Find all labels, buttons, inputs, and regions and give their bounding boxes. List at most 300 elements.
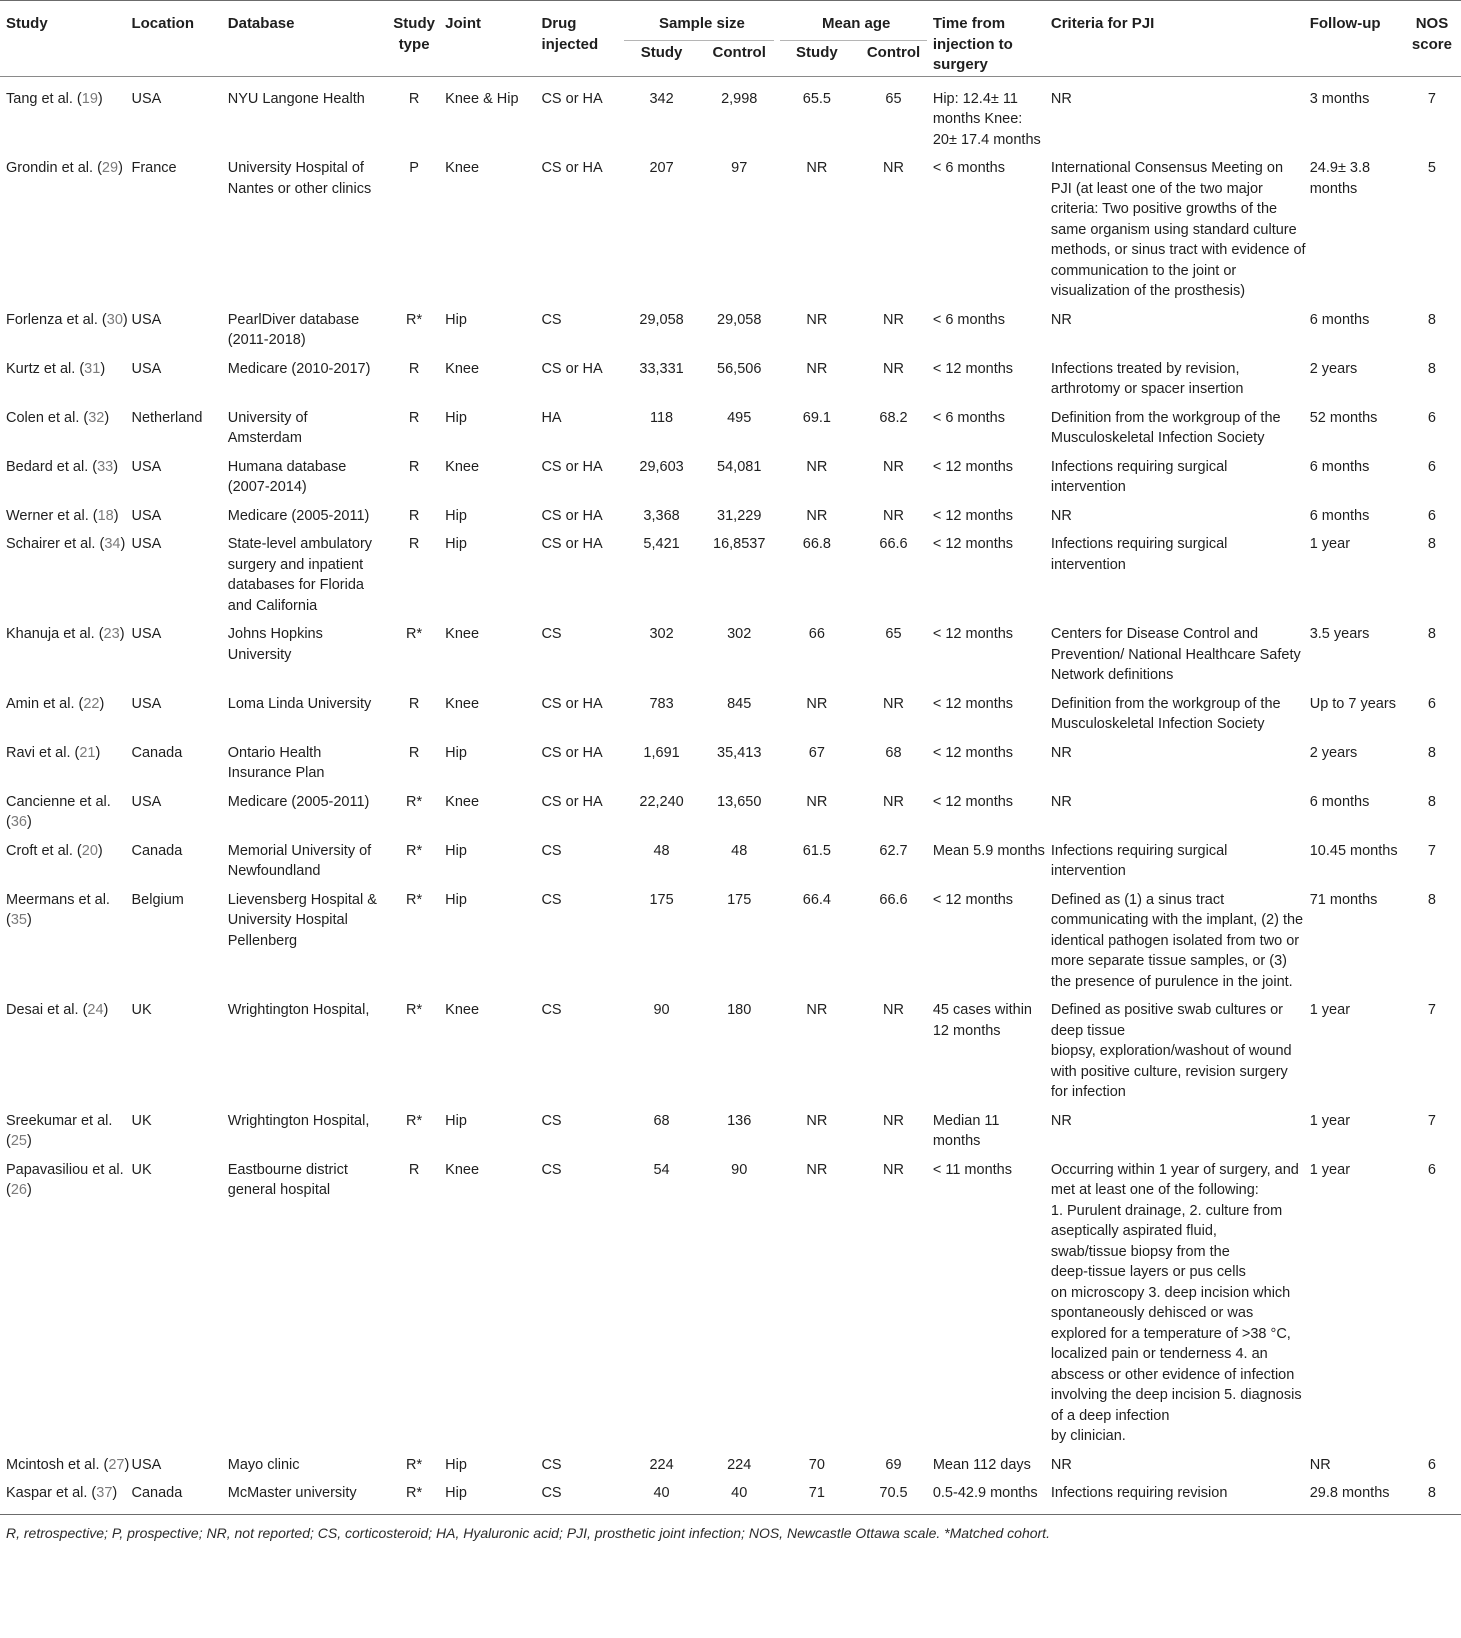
cell-followup: 2 years: [1309, 744, 1358, 761]
cell-time: < 6 months: [932, 409, 1005, 426]
header-location: Location: [131, 15, 194, 32]
cell-age-control: 68.2: [879, 409, 908, 426]
study-author: Desai et al. (: [6, 1002, 88, 1018]
cell-nos: 6: [1427, 507, 1436, 524]
cell-sample-control: 180: [727, 1002, 752, 1018]
cell-database: Humana database (2007-2014): [227, 458, 347, 495]
cell-nos: 7: [1427, 90, 1436, 107]
cell-age-control: NR: [883, 695, 904, 712]
cell-study-type: R: [408, 360, 420, 377]
cell-sample-study: 302: [649, 626, 674, 642]
cell-nos: 7: [1427, 842, 1436, 859]
header-study-type: Study type: [393, 15, 435, 53]
reference-link[interactable]: 18: [97, 507, 114, 524]
table-header: [0, 1, 1461, 77]
cell-study: Sreekumar et al. (25): [6, 1112, 113, 1149]
study-author: Khanuja et al. (: [6, 626, 104, 642]
cell-sample-study: 224: [649, 1456, 674, 1473]
cell-sample-control: 13,650: [717, 793, 762, 810]
cell-followup: 1 year: [1309, 536, 1351, 552]
cell-age-study: NR: [806, 458, 828, 475]
reference-link[interactable]: 22: [83, 695, 100, 712]
cell-followup: 2 years: [1309, 360, 1358, 377]
cell-study: Kaspar et al. (37): [6, 1485, 118, 1501]
cell-drug: CS or HA: [541, 793, 603, 810]
cell-nos: 7: [1427, 1112, 1436, 1129]
cell-drug: CS: [541, 1456, 562, 1473]
reference-link[interactable]: 27: [108, 1456, 125, 1473]
table-row: [0, 1156, 1461, 1451]
cell-joint: Hip: [445, 1112, 467, 1129]
cell-location: UK: [131, 1002, 152, 1018]
cell-sample-control: 90: [731, 1161, 748, 1178]
cell-drug: CS: [541, 1485, 562, 1501]
reference-link[interactable]: 19: [81, 90, 98, 107]
cell-study-type: R: [408, 409, 420, 426]
header-sample-control: Control: [712, 44, 766, 62]
reference-link[interactable]: 26: [10, 1182, 27, 1198]
cell-joint: Hip: [445, 536, 467, 552]
cell-age-study: 61.5: [802, 842, 831, 859]
study-author: Kaspar et al. (: [6, 1485, 97, 1501]
reference-link[interactable]: 31: [84, 360, 101, 377]
cell-time: Mean 112 days: [932, 1456, 1031, 1473]
table-row: [0, 1479, 1461, 1514]
cell-study: Amin et al. (22): [6, 695, 105, 712]
cell-age-control: 65: [885, 90, 902, 107]
cell-time: < 12 months: [932, 626, 1014, 642]
cell-joint: Knee: [445, 626, 480, 642]
cell-age-control: 68: [885, 744, 902, 761]
reference-link[interactable]: 30: [106, 311, 123, 328]
cell-location: Belgium: [131, 891, 184, 908]
cell-time: < 12 months: [932, 695, 1014, 712]
cell-drug: CS or HA: [541, 536, 603, 552]
cell-sample-control: 2,998: [721, 90, 758, 107]
cell-study: Grondin et al. (29): [6, 160, 123, 176]
cell-age-study: NR: [806, 160, 828, 176]
cell-criteria: NR: [1050, 1456, 1072, 1473]
cell-time: Median 11 months: [932, 1112, 1000, 1149]
cell-sample-study: 342: [649, 90, 674, 107]
cell-sample-study: 22,240: [639, 793, 684, 810]
cell-age-study: NR: [806, 1161, 828, 1178]
cell-study: Colen et al. (32): [6, 409, 110, 426]
cell-followup: 1 year: [1309, 1161, 1351, 1178]
cell-drug: CS or HA: [541, 744, 603, 761]
cell-age-study: 66.8: [802, 536, 831, 552]
cell-location: France: [131, 160, 177, 176]
cell-sample-study: 3,368: [643, 507, 680, 524]
cell-sample-control: 16,8537: [713, 536, 766, 552]
cell-sample-study: 29,058: [639, 311, 684, 328]
cell-age-control: 65: [885, 626, 902, 642]
cell-age-study: 66.4: [802, 891, 831, 908]
cell-joint: Hip: [445, 507, 467, 524]
cell-study-type: R: [408, 1161, 420, 1178]
cell-sample-control: 136: [727, 1112, 752, 1129]
cell-age-control: 70.5: [879, 1485, 908, 1501]
table-row: [0, 306, 1461, 355]
cell-database: University of Amsterdam: [227, 409, 308, 446]
cell-sample-study: 118: [649, 409, 674, 426]
cell-sample-control: 97: [731, 160, 748, 176]
reference-link[interactable]: 34: [104, 536, 121, 552]
study-author: Ravi et al. (: [6, 744, 80, 761]
cell-nos: 8: [1427, 891, 1436, 908]
cell-database: Medicare (2005-2011): [227, 507, 370, 524]
cell-drug: CS or HA: [541, 458, 603, 475]
cell-study-type: R*: [406, 1112, 423, 1129]
cell-followup: 71 months: [1309, 891, 1378, 908]
reference-link[interactable]: 35: [10, 912, 27, 928]
cell-database: Johns Hopkins University: [227, 626, 323, 663]
cell-database: Wrightington Hospital,: [227, 1112, 370, 1129]
cell-sample-control: 302: [727, 626, 752, 642]
cell-time: < 6 months: [932, 160, 1005, 176]
header-database: Database: [227, 15, 295, 32]
cell-sample-control: 224: [727, 1456, 752, 1473]
cell-database: Medicare (2005-2011): [227, 793, 370, 810]
study-author: Mcintosh et al. (: [6, 1456, 109, 1473]
cell-drug: CS: [541, 1112, 562, 1129]
cell-location: Netherland: [131, 409, 203, 426]
cell-age-study: NR: [806, 507, 828, 524]
cell-location: USA: [131, 311, 162, 328]
study-author: Amin et al. (: [6, 695, 84, 712]
cell-sample-study: 90: [653, 1002, 670, 1018]
cell-age-study: 71: [808, 1485, 825, 1501]
table-row: [0, 996, 1461, 1107]
cell-study-type: R*: [406, 793, 423, 810]
cell-criteria: Definition from the workgroup of the Musculoskeletal Infection Society: [1050, 695, 1281, 732]
cell-study-type: R*: [406, 1456, 423, 1473]
study-author: Grondin et al. (: [6, 160, 102, 176]
cell-study-type: R: [408, 507, 420, 524]
cell-age-study: 66: [808, 626, 825, 642]
cell-study: Meermans et al. (35): [6, 891, 110, 928]
cell-criteria: Occurring within 1 year of surgery, and met at least one of the following: 1. Purulent drainage, 2. culture from aseptically aspirated fluid, swab/tissue biopsy from the deep-tissue layers or pus cells on microscopy 3. deep incision which spontaneously dehisced or was explored for a temperature of >38 °C, localized pain or tenderness 4. an abscess or other evidence of infection involving the deep incision 5. diagnosis of a deep infection by clinician.: [1050, 1161, 1302, 1444]
cell-joint: Knee: [445, 458, 480, 475]
table-row: [0, 739, 1461, 788]
cell-sample-study: 175: [649, 891, 674, 908]
cell-time: < 12 months: [932, 744, 1014, 761]
cell-age-control: NR: [883, 360, 904, 377]
cell-database: Wrightington Hospital,: [227, 1002, 370, 1018]
cell-study: Khanuja et al. (23): [6, 626, 125, 642]
cell-sample-study: 54: [653, 1161, 670, 1178]
cell-followup: NR: [1309, 1456, 1331, 1473]
cell-sample-study: 5,421: [643, 536, 680, 552]
cell-location: USA: [131, 458, 162, 475]
cell-time: < 12 months: [932, 507, 1014, 524]
cell-time: < 12 months: [932, 360, 1014, 377]
cell-drug: CS: [541, 1002, 562, 1018]
cell-sample-control: 48: [731, 842, 748, 859]
header-study: Study: [6, 15, 48, 32]
cell-study-type: R*: [406, 1485, 423, 1501]
cell-study-type: R: [408, 695, 420, 712]
cell-study: Bedard et al. (33): [6, 458, 119, 475]
cell-time: < 12 months: [932, 891, 1014, 908]
study-author: Sreekumar et al. (: [6, 1112, 113, 1149]
cell-study-type: R*: [406, 842, 423, 859]
cell-followup: 6 months: [1309, 507, 1370, 524]
cell-time: < 12 months: [932, 458, 1014, 475]
reference-link[interactable]: 24: [87, 1002, 104, 1018]
cell-criteria: Infections requiring surgical intervention: [1050, 458, 1228, 495]
cell-nos: 8: [1427, 1485, 1436, 1501]
cell-database: McMaster university: [227, 1485, 357, 1501]
cell-sample-control: 29,058: [717, 311, 762, 328]
reference-link[interactable]: 33: [97, 458, 114, 475]
cell-study-type: R*: [406, 1002, 423, 1018]
cell-criteria: NR: [1050, 90, 1072, 107]
cell-database: Memorial University of Newfoundland: [227, 842, 372, 879]
cell-nos: 8: [1427, 626, 1436, 642]
cell-drug: CS: [541, 1161, 562, 1178]
reference-link[interactable]: 37: [96, 1485, 113, 1501]
cell-criteria: NR: [1050, 1112, 1072, 1129]
cell-sample-study: 48: [653, 842, 670, 859]
cell-age-control: NR: [883, 1112, 904, 1129]
study-author: Meermans et al. (: [6, 891, 110, 928]
cell-nos: 6: [1427, 409, 1436, 426]
reference-link[interactable]: 29: [101, 160, 119, 176]
study-author: Colen et al. (: [6, 409, 89, 426]
table-footnote: R, retrospective; P, prospective; NR, not reported; CS, corticosteroid; HA, Hyaluronic acid; PJI, prosthetic joint infection; NOS, Newcastle Ottawa scale. *Matched cohort.: [0, 1514, 1461, 1543]
cell-nos: 8: [1427, 793, 1436, 810]
cell-database: Eastbourne district general hospital: [227, 1161, 348, 1198]
table-row: [0, 76, 1461, 154]
cell-age-control: NR: [883, 311, 904, 328]
cell-joint: Knee & Hip: [445, 90, 519, 107]
cell-age-control: NR: [883, 1002, 904, 1018]
cell-time: < 12 months: [932, 536, 1014, 552]
cell-criteria: Defined as positive swab cultures or deep tissue biopsy, exploration/washout of wound with positive culture, revision surgery for infection: [1050, 1002, 1292, 1100]
table-row: [0, 620, 1461, 690]
cell-study: Forlenza et al. (30): [6, 311, 128, 328]
cell-age-study: NR: [806, 311, 828, 328]
cell-joint: Knee: [445, 793, 480, 810]
cell-criteria: Infections treated by revision, arthrotomy or spacer insertion: [1050, 360, 1244, 397]
cell-joint: Knee: [445, 695, 480, 712]
cell-nos: 5: [1427, 160, 1436, 176]
header-criteria: Criteria for PJI: [1050, 15, 1155, 32]
cell-criteria: Infections requiring surgical intervention: [1050, 842, 1228, 879]
study-author: Tang et al. (: [6, 90, 82, 107]
cell-location: USA: [131, 507, 162, 524]
cell-location: UK: [131, 1161, 152, 1178]
cell-age-control: NR: [883, 160, 904, 176]
reference-link[interactable]: 20: [81, 842, 98, 859]
cell-drug: CS: [541, 842, 562, 859]
cell-criteria: NR: [1050, 311, 1072, 328]
cell-study-type: R: [408, 458, 420, 475]
cell-followup: 6 months: [1309, 793, 1370, 810]
cell-sample-control: 40: [731, 1485, 748, 1501]
cell-study: Kurtz et al. (31): [6, 360, 106, 377]
cell-sample-control: 495: [727, 409, 752, 426]
cell-criteria: Definition from the workgroup of the Musculoskeletal Infection Society: [1050, 409, 1281, 446]
cell-criteria: NR: [1050, 507, 1072, 524]
cell-study-type: R*: [406, 626, 423, 642]
reference-link[interactable]: 25: [10, 1133, 27, 1149]
reference-link[interactable]: 21: [79, 744, 96, 761]
cell-drug: CS or HA: [541, 507, 603, 524]
cell-sample-study: 33,331: [639, 360, 684, 377]
cell-criteria: Infections requiring surgical intervention: [1050, 536, 1228, 573]
cell-study: Schairer et al. (34): [6, 536, 126, 552]
cell-location: USA: [131, 1456, 162, 1473]
cell-sample-control: 845: [727, 695, 752, 712]
header-followup: Follow-up: [1309, 15, 1381, 32]
cell-age-control: 62.7: [879, 842, 908, 859]
cell-followup: 6 months: [1309, 311, 1370, 328]
cell-criteria: Centers for Disease Control and Prevention/ National Healthcare Safety Network definitions: [1050, 626, 1301, 683]
cell-criteria: Infections requiring revision: [1050, 1485, 1228, 1501]
cell-drug: CS: [541, 891, 562, 908]
cell-study-type: R: [408, 744, 420, 761]
header-age-study: Study: [796, 44, 838, 62]
table-row: [0, 453, 1461, 502]
cell-followup: 52 months: [1309, 409, 1378, 426]
table-row: [0, 886, 1461, 997]
cell-location: USA: [131, 626, 162, 642]
cell-age-control: 66.6: [879, 891, 908, 908]
cell-location: UK: [131, 1112, 152, 1129]
cell-time: < 11 months: [932, 1161, 1012, 1178]
cell-age-study: NR: [806, 695, 828, 712]
cell-location: USA: [131, 793, 162, 810]
cell-criteria: NR: [1050, 744, 1072, 761]
cell-study: Werner et al. (18): [6, 507, 119, 524]
study-author: Bedard et al. (: [6, 458, 98, 475]
reference-link[interactable]: 32: [88, 409, 105, 426]
cell-drug: CS or HA: [541, 695, 603, 712]
table-row: [0, 1107, 1461, 1156]
cell-time: 45 cases within 12 months: [932, 1002, 1032, 1039]
cell-drug: CS or HA: [541, 360, 603, 377]
cell-sample-control: 175: [727, 891, 752, 908]
cell-nos: 7: [1427, 1002, 1436, 1018]
table-row: [0, 1451, 1461, 1480]
cell-sample-study: 29,603: [639, 458, 684, 475]
cell-location: Canada: [131, 842, 183, 859]
study-author: Papavasiliou et al. (: [6, 1161, 124, 1198]
cell-age-study: 67: [808, 744, 825, 761]
cell-nos: 8: [1427, 536, 1436, 552]
reference-link[interactable]: 36: [10, 814, 27, 830]
cell-sample-control: 35,413: [717, 744, 762, 761]
cell-age-study: 69.1: [802, 409, 831, 426]
cell-study-type: R*: [406, 311, 423, 328]
table-row: [0, 837, 1461, 886]
cell-criteria: International Consensus Meeting on PJI (at least one of the two major criteria: Two positive growths of the same organism using standard culture methods, or sinus tract with evidence of communication to the joint or visualization of the prosthesis): [1050, 160, 1306, 299]
cell-study: Tang et al. (19): [6, 90, 103, 107]
cell-joint: Knee: [445, 160, 480, 176]
cell-age-study: NR: [806, 1112, 828, 1129]
cell-sample-study: 783: [649, 695, 674, 712]
cell-joint: Knee: [445, 1161, 480, 1178]
cell-database: Ontario Health Insurance Plan: [227, 744, 325, 781]
header-joint: Joint: [445, 15, 482, 32]
table-row: [0, 404, 1461, 453]
table-row: [0, 154, 1461, 306]
cell-study-type: R: [408, 90, 420, 107]
study-author: Werner et al. (: [6, 507, 98, 524]
cell-drug: CS or HA: [541, 90, 603, 107]
cell-followup: 24.9± 3.8 months: [1309, 160, 1371, 197]
cell-age-study: NR: [806, 793, 828, 810]
cell-location: USA: [131, 360, 162, 377]
cell-sample-study: 68: [653, 1112, 670, 1129]
cell-drug: CS or HA: [541, 160, 603, 176]
cell-location: Canada: [131, 744, 183, 761]
cell-sample-study: 40: [653, 1485, 670, 1501]
cell-time: 0.5-42.9 months: [932, 1485, 1038, 1501]
cell-criteria: NR: [1050, 793, 1072, 810]
header-age-control: Control: [866, 44, 921, 62]
cell-database: PearlDiver database (2011-2018): [227, 311, 360, 348]
cell-followup: 29.8 months: [1309, 1485, 1390, 1501]
table-row: [0, 502, 1461, 531]
cell-age-control: NR: [883, 458, 904, 475]
study-author: Croft et al. (: [6, 842, 82, 859]
cell-database: Mayo clinic: [227, 1456, 300, 1473]
cell-nos: 8: [1427, 311, 1436, 328]
cell-database: NYU Langone Health: [227, 90, 365, 107]
cell-joint: Hip: [445, 744, 467, 761]
cell-sample-study: 1,691: [643, 744, 680, 761]
cell-age-control: 66.6: [879, 536, 908, 552]
cell-sample-study: 207: [649, 160, 674, 176]
cell-study: Cancienne et al. (36): [6, 793, 111, 830]
cell-followup: 1 year: [1309, 1112, 1351, 1129]
header-nos: NOS score: [1411, 15, 1452, 53]
cell-joint: Knee: [445, 360, 480, 377]
cell-nos: 8: [1427, 360, 1436, 377]
header-sample-study: Study: [640, 44, 683, 62]
cell-nos: 6: [1427, 1161, 1436, 1178]
cell-database: Lievensberg Hospital & University Hospital Pellenberg: [227, 891, 377, 949]
cell-joint: Hip: [445, 842, 467, 859]
cell-followup: 3 months: [1309, 90, 1370, 107]
cell-nos: 6: [1427, 1456, 1436, 1473]
cell-sample-control: 31,229: [717, 507, 762, 524]
reference-link[interactable]: 23: [103, 626, 120, 642]
cell-criteria: Defined as (1) a sinus tract communicating with the implant, (2) the identical pathogen isolated from two or more separate tissue samples, or (3) the presence of purulence in the joint.: [1050, 891, 1304, 990]
cell-study-type: R: [408, 536, 420, 552]
cell-time: < 6 months: [932, 311, 1005, 328]
cell-followup: Up to 7 years: [1309, 695, 1396, 712]
cell-study-type: R*: [406, 891, 423, 908]
header-drug: Drug injected: [541, 15, 599, 53]
cell-nos: 6: [1427, 458, 1436, 475]
cell-age-control: 69: [885, 1456, 902, 1473]
cell-age-study: NR: [806, 360, 828, 377]
cell-study: Mcintosh et al. (27): [6, 1456, 130, 1473]
header-time: Time from injection to surgery: [932, 15, 1013, 73]
cell-age-study: 70: [808, 1456, 825, 1473]
cell-location: Canada: [131, 1485, 183, 1501]
table-row: [0, 690, 1461, 739]
study-author: Kurtz et al. (: [6, 360, 85, 377]
cell-nos: 8: [1427, 744, 1436, 761]
cell-age-control: NR: [883, 507, 904, 524]
cell-location: USA: [131, 536, 162, 552]
table-row: [0, 788, 1461, 837]
